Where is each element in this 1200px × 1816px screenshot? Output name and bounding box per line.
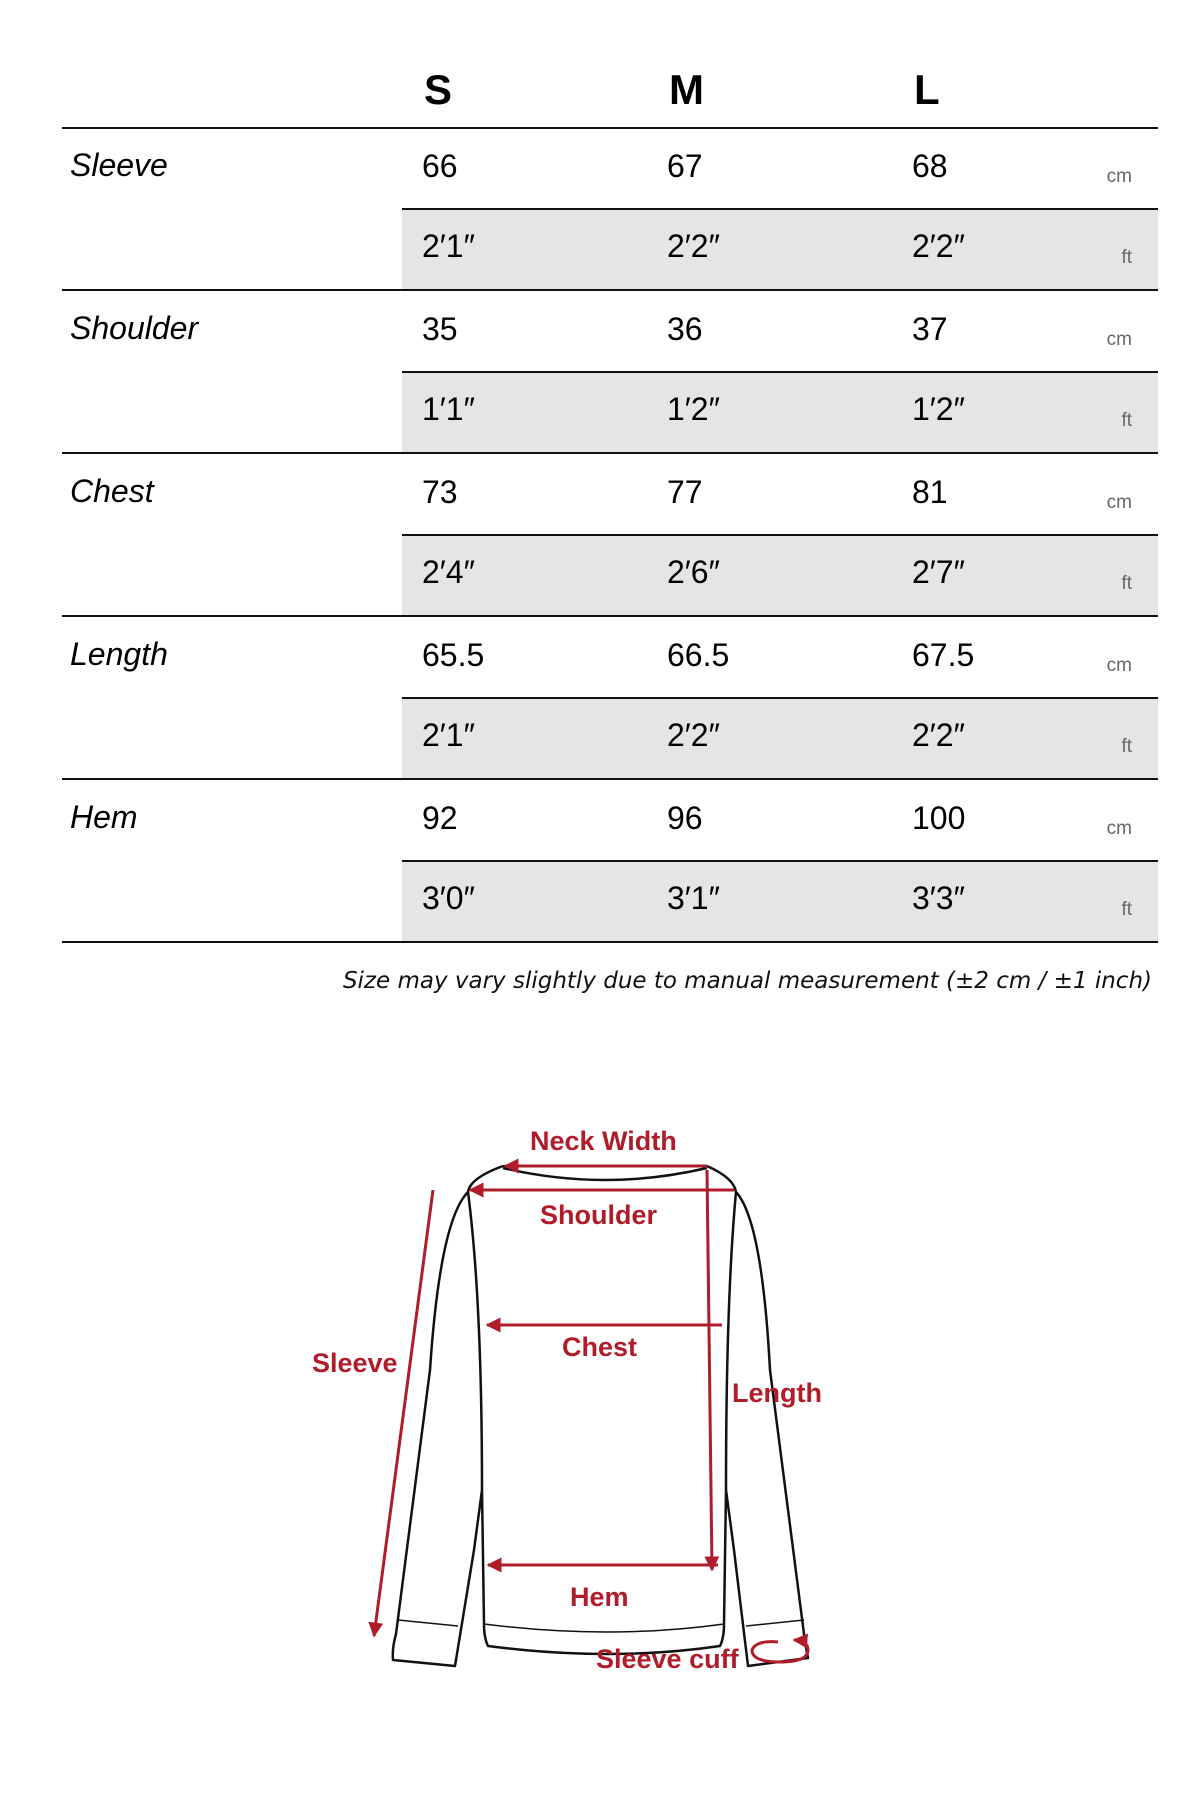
sleeve-ft-s: 2′1″ (422, 228, 475, 264)
label-length: Length (732, 1378, 822, 1408)
hem-cm-m: 96 (667, 800, 703, 836)
unit-ft: ft (1121, 410, 1132, 431)
chest-ft-s: 2′4″ (422, 554, 475, 590)
row-divider (62, 615, 1158, 617)
length-arrow (707, 1170, 712, 1570)
unit-cm: cm (1106, 492, 1132, 513)
unit-ft: ft (1121, 736, 1132, 757)
sub-divider (402, 371, 1158, 373)
row-divider (62, 127, 1158, 129)
measurement-note: Size may vary slightly due to manual measurement (±2 cm / ±1 inch) (342, 968, 1152, 994)
shoulder-cm-l: 37 (912, 311, 948, 347)
length-cm-l: 67.5 (912, 637, 975, 673)
shoulder-ft-l: 1′2″ (912, 391, 965, 427)
sub-divider (402, 697, 1158, 699)
label-shoulder: Shoulder (540, 1200, 658, 1230)
row-label-length: Length (70, 636, 168, 672)
hem-ft-l: 3′3″ (912, 880, 965, 916)
ft-row-shade (402, 862, 1158, 942)
ft-row-shade (402, 699, 1158, 779)
size-header-m: M (669, 66, 704, 113)
sub-divider (402, 534, 1158, 536)
sub-divider (402, 860, 1158, 862)
chest-cm-l: 81 (912, 474, 948, 510)
row-label-shoulder: Shoulder (70, 310, 199, 346)
unit-ft: ft (1121, 573, 1132, 594)
hem-ft-m: 3′1″ (667, 880, 720, 916)
length-ft-s: 2′1″ (422, 717, 475, 753)
sleeve-cuff-arrow (752, 1640, 808, 1662)
unit-cm: cm (1106, 818, 1132, 839)
row-divider (62, 452, 1158, 454)
size-header-s: S (424, 66, 453, 113)
length-cm-m: 66.5 (667, 637, 730, 673)
sleeve-ft-m: 2′2″ (667, 228, 720, 264)
label-sleeve: Sleeve (312, 1348, 398, 1378)
label-hem: Hem (570, 1582, 629, 1612)
ft-row-shade (402, 210, 1158, 290)
row-label-sleeve: Sleeve (70, 147, 168, 183)
length-ft-l: 2′2″ (912, 717, 965, 753)
shoulder-ft-m: 1′2″ (667, 391, 720, 427)
label-sleeve-cuff: Sleeve cuff (596, 1644, 739, 1674)
chest-cm-m: 77 (667, 474, 703, 510)
sub-divider (402, 208, 1158, 210)
sleeve-cm-m: 67 (667, 148, 703, 184)
garment-diagram (0, 1100, 1200, 1816)
hem-cm-s: 92 (422, 800, 458, 836)
unit-cm: cm (1106, 329, 1132, 350)
hem-cm-l: 100 (912, 800, 966, 836)
shoulder-ft-s: 1′1″ (422, 391, 475, 427)
ft-row-shade (402, 373, 1158, 453)
chest-cm-s: 73 (422, 474, 458, 510)
chest-ft-m: 2′6″ (667, 554, 720, 590)
row-label-hem: Hem (70, 799, 138, 835)
label-chest: Chest (562, 1332, 638, 1362)
unit-cm: cm (1106, 655, 1132, 676)
unit-cm: cm (1106, 166, 1132, 187)
row-divider (62, 289, 1158, 291)
table-bottom-border (62, 941, 1158, 943)
length-cm-s: 65.5 (422, 637, 485, 673)
label-neck-width: Neck Width (530, 1126, 677, 1156)
hem-ft-s: 3′0″ (422, 880, 475, 916)
shoulder-cm-s: 35 (422, 311, 458, 347)
sleeve-cm-l: 68 (912, 148, 948, 184)
unit-ft: ft (1121, 247, 1132, 268)
shoulder-cm-m: 36 (667, 311, 703, 347)
size-header-l: L (914, 66, 940, 113)
chest-ft-l: 2′7″ (912, 554, 965, 590)
unit-ft: ft (1121, 899, 1132, 920)
row-divider (62, 778, 1158, 780)
ft-row-shade (402, 536, 1158, 616)
row-label-chest: Chest (70, 473, 154, 509)
sleeve-cm-s: 66 (422, 148, 458, 184)
sleeve-ft-l: 2′2″ (912, 228, 965, 264)
length-ft-m: 2′2″ (667, 717, 720, 753)
